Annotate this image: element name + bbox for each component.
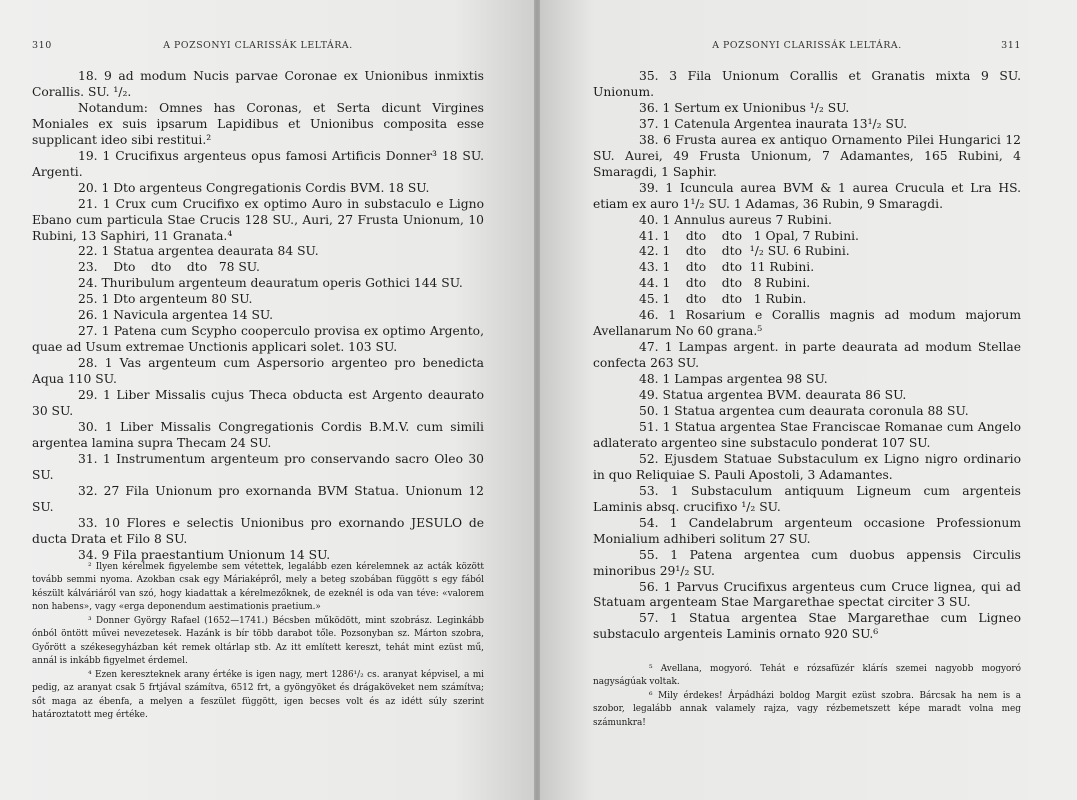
right-page: [540, 0, 1077, 800]
entry-21: 21. 1 Crux cum Crucifixo ex optimo Auro in substaculo e Ligno Ebano cum particula Stae Crucis 128 SU., Auri, 27 Frusta Unionum, 10 Rubini, 13 Saphiri, 11 Granata.⁴: [32, 196, 484, 243]
footnote-5: ⁵ Avellana, mogyoró. Tehát e rózsafüzér klárís szemei nagyobb mogyoró nagyságúak voltak.: [593, 664, 1021, 688]
entry-23: 23. Dto dto dto 78 SU.: [78, 260, 260, 275]
entry-36: 36. 1 Sertum ex Unionibus ¹/₂ SU.: [639, 100, 850, 115]
entry-55: 55. 1 Patena argentea cum duobus appensis Circulis minoribus 29¹/₂ SU.: [593, 547, 1021, 578]
entry-27: 27. 1 Patena cum Scypho cooperculo provisa ex optimo Argento, quae ad Usum extremae Unctionis applicari solet. 103 SU.: [32, 324, 484, 355]
entry-56: 56. 1 Parvus Crucifixus argenteus cum Cruce lignea, qui ad Statuam argenteam Stae Margarethae spectat circiter 3 SU.: [593, 579, 1021, 610]
left-page: [0, 0, 534, 800]
footnote-4: ⁴ Ezen kereszteknek arany értéke is igen nagy, mert 1286¹/₂ cs. aranyat képvisel, a mi pedig, az aranyat csak 5 frtjával számítva, 6512 frt, a gyöngyöket és drágaköveket nem számítva; sőt maga az ébenfa, a melyen a feszület függött, igen becses volt és az idétt súly szerint határoztatott meg értéke.: [32, 669, 484, 720]
footnote-3: ³ Donner György Rafael (1652—1741.) Bécsben működött, mint szobrász. Leginkább ónból öntött művei nevezetesek. Hazánk is bír több darabot tőle. Pozsonyban sz. Márton szobra, Győrött a székesegyházban két remek oltárlap stb. Az itt említett kereszt, tehát mint ezüst mű, annál is inkább figyelmet érdemel.: [32, 615, 484, 667]
entry-29: 29. 1 Liber Missalis cujus Theca obducta est Argento deaurato 30 SU.: [32, 388, 484, 419]
entry-46: 46. 1 Rosarium e Corallis magnis ad modum majorum Avellanarum No 60 grana.⁵: [593, 308, 1021, 339]
entry-32: 32. 27 Fila Unionum pro exornanda BVM Statua. Unionum 12 SU.: [32, 483, 484, 514]
entry-42: 42. 1 dto dto ¹/₂ SU. 6 Rubini.: [639, 244, 850, 259]
entry-41: 41. 1 dto dto 1 Opal, 7 Rubini.: [639, 228, 859, 243]
right-body-text: [593, 69, 1021, 643]
entry-54: 54. 1 Candelabrum argenteum occasione Professionum Monialium adhiberi solitum 27 SU.: [593, 515, 1021, 546]
right-running-head: [593, 40, 1021, 54]
entry-40: 40. 1 Annulus aureus 7 Rubini.: [639, 212, 832, 227]
left-page-number: 310: [32, 40, 52, 51]
left-running-head: [32, 40, 484, 54]
entry-34: 34. 9 Fila praestantium Unionum 14 SU.: [78, 547, 331, 562]
entry-22: 22. 1 Statua argentea deaurata 84 SU.: [78, 244, 319, 259]
entry-52: 52. Ejusdem Statuae Substaculum ex Ligno nigro ordinario in quo Reliquiae S. Pauli Apostoli, 3 Adamantes.: [593, 451, 1021, 482]
entry-48: 48. 1 Lampas argentea 98 SU.: [639, 372, 828, 387]
left-body-text: [32, 69, 484, 564]
right-running-title: A POZSONYI CLARISSÁK LELTÁRA.: [712, 40, 902, 51]
right-footnotes: [593, 663, 1021, 730]
right-page-number: 311: [1001, 40, 1021, 51]
entry-20: 20. 1 Dto argenteus Congregationis Cordis BVM. 18 SU.: [78, 180, 430, 195]
notandum: Notandum: Omnes has Coronas, et Serta dicunt Virgines Moniales ex suis ipsarum Lapidibus et Unionibus composita esse supplicant ideo sibi restitui.²: [32, 100, 484, 147]
entry-38: 38. 6 Frusta aurea ex antiquo Ornamento Pilei Hungarici 12 SU. Aurei, 49 Frusta Unionum, 7 Adamantes, 165 Rubini, 4 Smaragdi, 1 Saphir.: [593, 132, 1021, 179]
entry-30: 30. 1 Liber Missalis Congregationis Cordis B.M.V. cum simili argentea lamina supra Thecam 24 SU.: [32, 419, 484, 450]
left-footnotes: [32, 561, 484, 722]
left-running-title: A POZSONYI CLARISSÁK LELTÁRA.: [163, 40, 353, 51]
entry-18: 18. 9 ad modum Nucis parvae Coronae ex Unionibus inmixtis Corallis. SU. ¹/₂.: [32, 69, 484, 99]
entry-28: 28. 1 Vas argenteum cum Aspersorio argenteo pro benedicta Aqua 110 SU.: [32, 356, 484, 387]
entry-50: 50. 1 Statua argentea cum deaurata coronula 88 SU.: [639, 404, 969, 419]
footnote-6: ⁶ Mily érdekes! Árpádházi boldog Margit ezüst szobra. Bárcsak ha nem is a szobor, legalább annak valamely rajza, vagy rézbemetszett képe maradt volna meg számunkra!: [593, 690, 1021, 728]
entry-45: 45. 1 dto dto 1 Rubin.: [639, 292, 807, 307]
entry-19: 19. 1 Crucifixus argenteus opus famosi Artificis Donner³ 18 SU. Argenti.: [32, 148, 484, 179]
footnote-2: ² Ilyen kérelmek figyelembe sem vétettek, legalább ezen kérelemnek az acták között tovább semmi nyoma. Azokban csak egy Máriaképről, mely a beteg szobában függött s egy fából készült kálváriáról van szó, hogy kiadattak a kérelmezőknek, de ezeknél is oda van téve: «valorem non habens», vagy «erga deponendum aestimationis praetium.»: [32, 562, 484, 613]
entry-39: 39. 1 Icuncula aurea BVM & 1 aurea Crucula et Lra HS. etiam ex auro 1¹/₂ SU. 1 Adamas, 36 Rubin, 9 Smaragdi.: [593, 180, 1021, 211]
entry-26: 26. 1 Navicula argentea 14 SU.: [78, 308, 274, 323]
entry-43: 43. 1 dto dto 11 Rubini.: [639, 260, 815, 275]
entry-57: 57. 1 Statua argentea Stae Margarethae cum Ligneo substaculo argenteis Laminis ornato 920 SU.⁶: [593, 611, 1021, 642]
entry-49: 49. Statua argentea BVM. deaurata 86 SU.: [639, 388, 907, 403]
entry-37: 37. 1 Catenula Argentea inaurata 13¹/₂ SU.: [639, 116, 908, 131]
entry-53: 53. 1 Substaculum antiquum Ligneum cum argenteis Laminis absq. crucifixo ¹/₂ SU.: [593, 483, 1021, 514]
entry-44: 44. 1 dto dto 8 Rubini.: [639, 276, 811, 291]
entry-31: 31. 1 Instrumentum argenteum pro conservando sacro Oleo 30 SU.: [32, 451, 484, 482]
entry-35: 35. 3 Fila Unionum Corallis et Granatis mixta 9 SU. Unionum.: [593, 69, 1021, 99]
entry-47: 47. 1 Lampas argent. in parte deaurata ad modum Stellae confecta 263 SU.: [593, 340, 1021, 371]
entry-33: 33. 10 Flores e selectis Unionibus pro exornando JESULO de ducta Drata et Filo 8 SU.: [32, 515, 484, 546]
entry-25: 25. 1 Dto argenteum 80 SU.: [78, 292, 253, 307]
entry-51: 51. 1 Statua argentea Stae Franciscae Romanae cum Angelo adlaterato argenteo sine substaculo ponderat 107 SU.: [593, 419, 1021, 450]
entry-24: 24. Thuribulum argenteum deauratum operis Gothici 144 SU.: [78, 276, 463, 291]
